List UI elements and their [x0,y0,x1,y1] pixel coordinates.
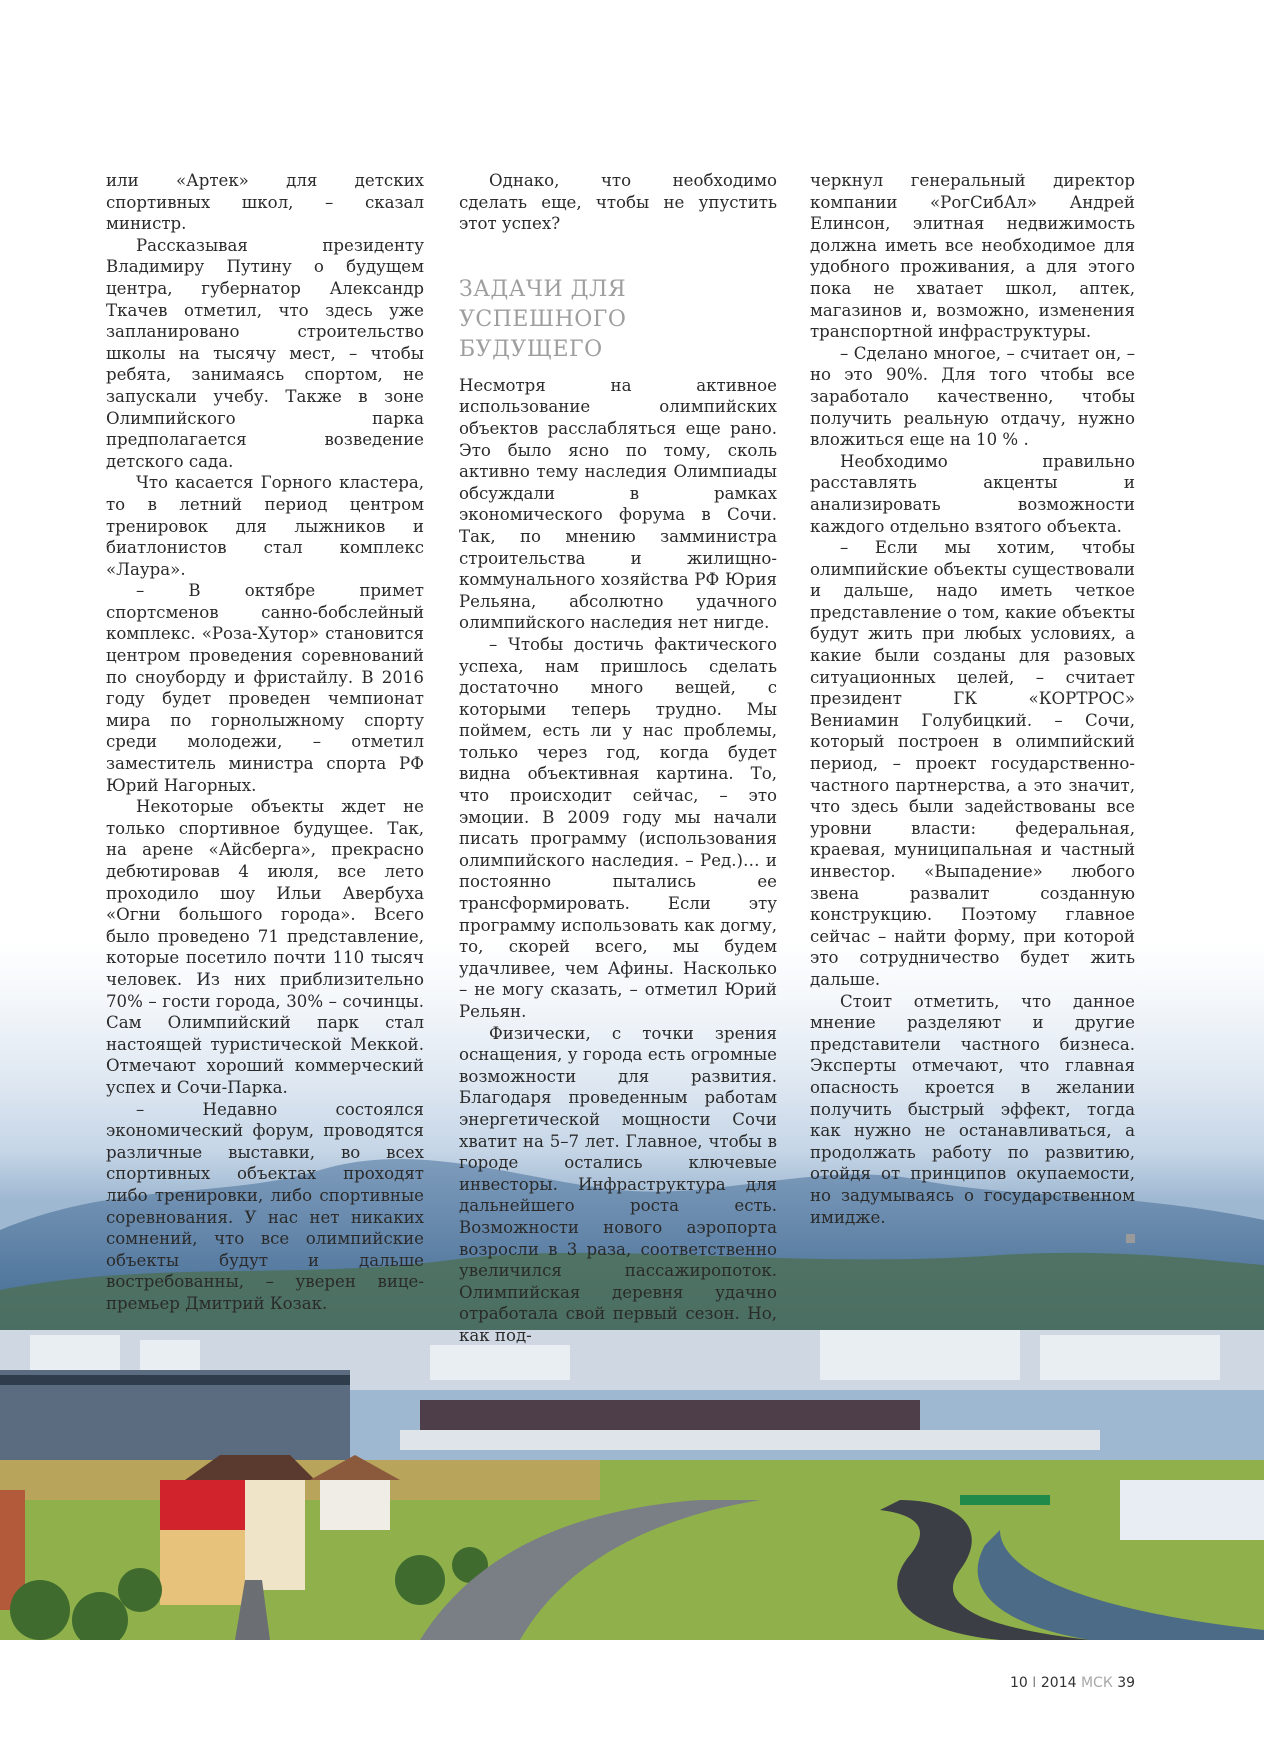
paragraph: или «Артек» для детских спортивных школ, – сказал министр. [106,171,424,234]
magazine-name: МСК [1080,1675,1113,1691]
paragraph: Что касается Горного кластера, то в летний период центром тренировок для лыжников и биатлонистов стал комплекс «Лаура». [106,473,424,579]
article-column-2 [459,170,777,1347]
footer-separator: I [1032,1675,1037,1691]
paragraph: – Если мы хотим, чтобы олимпийские объекты существовали и дальше, надо иметь четкое представление о том, какие объекты будут жить при любых условиях, а какие были созданы для разовых ситуационных целей, – считает президент ГК «КОРТРОС» Вениамин Голубицкий. – Сочи, который построен в олимпийский период, – проект государственно-частного партнерства, а это значит, что здесь были задействованы все уровни власти: федеральная, краевая, муниципальная и частный инвестор. «Выпадение» любого звена развалит созданную конструкцию. Поэтому главное сейчас – найти форму, при которой это сотрудничество будет жить дальше. [810,538,1135,989]
paragraph: Рассказывая президенту Владимиру Путину о будущем центра, губернатор Александр Ткачев отметил, что здесь уже запланировано строительство школы на тысячу мест, – чтобы ребята, занимаясь спортом, не запускали учебу. Также в зоне Олимпийского парка предполагается возведение детского сада. [106,235,424,471]
end-of-article-square-icon [1126,1234,1135,1243]
paragraph: Однако, что необходимо сделать еще, чтобы не упустить этот успех? [459,171,777,234]
page-number: 39 [1117,1675,1136,1691]
paragraph: – Сделано многое, – считает он, – но это 90%. Для того чтобы все заработало качественно, чтобы получить реальную отдачу, нужно вложиться еще на 10 % . [810,343,1135,450]
paragraph: – Недавно состоялся экономический форум, проводятся различные выставки, во всех спортивных объектах проходят либо тренировки, либо спортивные соревнования. У нас нет никаких сомнений, что все олимпийские объекты будут и дальше востребованны, – уверен вице-премьер Дмитрий Козак. [106,1099,424,1313]
paragraph: – Чтобы достичь фактического успеха, нам пришлось сделать достаточно много вещей, с которыми теперь трудно. Мы поймем, есть ли у нас проблемы, только через год, когда будет видна объективная картина. То, что происходит сейчас, – это эмоции. В 2009 году мы начали писать программу (использования олимпийского наследия. – Ред.)… и постоянно пытались ее трансформировать. Если эту программу использовать как догму, то, скорей всего, мы будем удачливее, чем Афины. Насколько – не могу сказать, – отметил Юрий Рельян. [459,634,777,1021]
section-heading: ЗАДАЧИ ДЛЯ УСПЕШНОГО БУДУЩЕГО [459,276,627,362]
paragraph: Несмотря на активное использование олимпийских объектов расслабляться еще рано. Это было ясно по тому, сколь активно тему наследия Олимпиады обсуждали в рамках экономического форума в Сочи. Так, по мнению замминистра строительства и жилищно-коммунального хозяйства РФ Юрия Рельяна, абсолютно удачного олимпийского наследия нет нигде. [459,375,777,633]
paragraph: Необходимо правильно расставлять акценты и анализировать возможности каждого отдельно взятого объекта. [810,451,1135,536]
issue-year: 2014 [1040,1675,1077,1691]
article-column-3 [810,170,1135,1243]
paragraph: Стоит отметить, что данное мнение разделяют и другие представители частного бизнеса. Эксперты отмечают, что главная опасность кроется в желании получить быстрый эффект, тогда как нужно не останавливаться, а продолжать работу по развитию, отойдя от принципов окупаемости, но задумываясь о государственном имидже. [810,991,1135,1227]
article-column-1 [106,170,424,1314]
paragraph: черкнул генеральный директор компании «РогСибАл» Андрей Елинсон, элитная недвижимость должна иметь все необходимое для удобного проживания, а для этого пока не хватает школ, аптек, магазинов и, возможно, изменения транспортной инфраструктуры. [810,171,1135,342]
issue-number: 10 [1010,1675,1028,1691]
city-and-racetrack-illustration [0,1330,1264,1640]
page-footer [1010,1675,1135,1691]
paragraph: – В октябре примет спортсменов санно-бобслейный комплекс. «Роза-Хутор» становится центром проведения соревнований по сноуборду и фристайлу. В 2016 году будет проведен чемпионат мира по горнолыжному спорту среди молодежи, – отметил заместитель министра спорта РФ Юрий Нагорных. [106,581,424,795]
paragraph: Некоторые объекты ждет не только спортивное будущее. Так, на арене «Айсберга», прекрасно дебютировав 4 июля, все лето проходило шоу Ильи Авербуха «Огни большого города». Всего было проведено 71 представление, которые посетило почти 110 тысяч человек. Из них приблизительно 70% – гости города, 30% – сочинцы. Сам Олимпийский парк стал настоящей туристической Меккой. Отмечают хороший коммерческий успех и Сочи-Парка. [106,797,424,1097]
paragraph: Физически, с точки зрения оснащения, у города есть огромные возможности для развития. Благодаря проведенным работам энергетической мощности Сочи хватит на 5–7 лет. Главное, чтобы в городе остались ключевые инвесторы. Инфраструктура для дальнейшего роста есть. Возможности нового аэропорта возросли в 3 раза, соответственно увеличился пассажиропоток. Олимпийская деревня удачно отработала свой первый сезон. Но, как под- [459,1023,777,1345]
